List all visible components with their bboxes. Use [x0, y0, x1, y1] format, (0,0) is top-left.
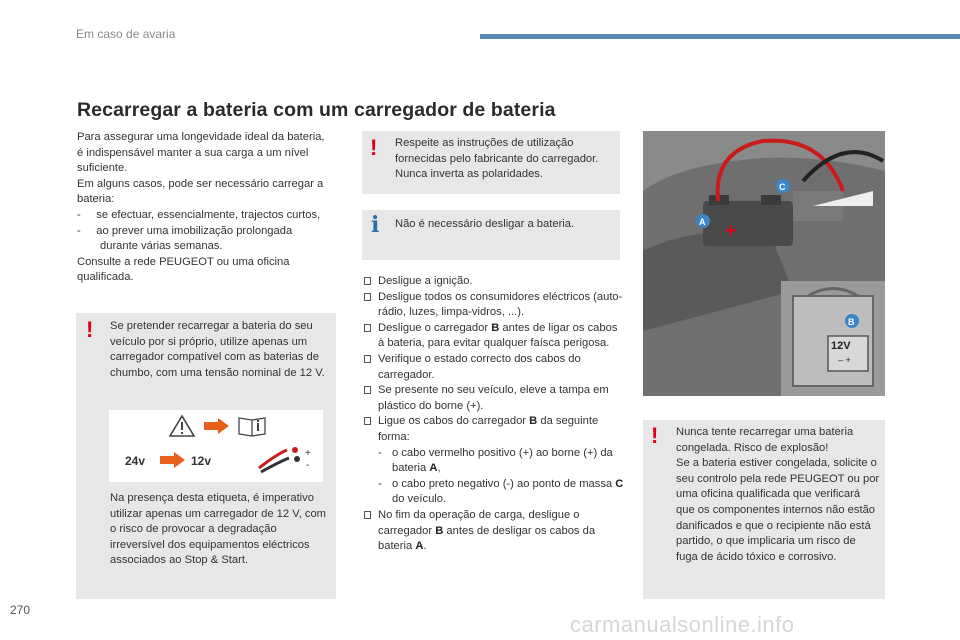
- step-item: Se presente no seu veículo, eleve a tampa em plástico do borne (+).: [364, 383, 626, 414]
- warning-text-right: [676, 425, 880, 565]
- illustration-svg: [643, 131, 885, 396]
- step-item: Desligue todos os consumidores eléctricos (auto-rádio, luzes, limpa-vidros, ...).: [364, 290, 626, 321]
- arrow-right-icon: [204, 418, 229, 434]
- intro-item-2: - ao prever uma imobilização prolongada durante várias semanas.: [77, 224, 293, 253]
- label-12v: 12v: [191, 454, 212, 468]
- charger-voltage-label: 12V: [831, 340, 851, 352]
- checkbox-icon: [364, 417, 371, 425]
- checkbox-icon: [364, 386, 371, 394]
- page-title: Recarregar a bateria com um carregador de bateria: [77, 99, 556, 121]
- checkbox-icon: [364, 355, 371, 363]
- section-header: Em caso de avaria: [76, 27, 176, 41]
- step-item: Verifique o estado correcto dos cabos do carregador.: [364, 352, 626, 383]
- svg-text:B: B: [848, 317, 855, 327]
- warning-icon: !: [86, 317, 94, 342]
- warning-text-middle: Respeite as instruções de utilização fornecidas pelo fabricante do carregador. Nunca inverta as polaridades.: [395, 137, 599, 181]
- warning-right-p2: Se a bateria estiver congelada, solicite o seu controlo pela rede PEUGEOT ou por uma oficina qualificada que verificará que os componentes internos não estão danificados e que o recipiente não está partido, o que implicaria um risco de fuga de ácido tóxico e corrosivo.: [676, 457, 880, 563]
- label-illustration: [109, 410, 323, 482]
- checkbox-icon: [364, 293, 371, 301]
- step-item: Desligue a ignição.: [364, 274, 626, 290]
- warning-right-p1: Nunca tente recarregar uma bateria congelada. Risco de explosão!: [676, 426, 854, 454]
- warning-icon: !: [370, 135, 378, 160]
- intro-paragraph-1: Para assegurar uma longevidade ideal da bateria, é indispensável manter a sua carga a um nível suficiente.: [77, 131, 325, 175]
- intro-item-1: - se efectuar, essencialmente, trajectos curtos,: [77, 208, 321, 221]
- checkbox-icon: [364, 277, 371, 285]
- checkbox-icon: [364, 324, 371, 332]
- checkbox-icon: [364, 511, 371, 519]
- plus-symbol: +: [305, 448, 311, 459]
- manual-book-icon: [239, 418, 265, 436]
- warning-box-left: [76, 313, 336, 599]
- warning-text-left: Se pretender recarregar a bateria do seu veículo por si próprio, utilize apenas um carregador compatível com as baterias de chumbo, com uma tensão nominal de 12 V.: [110, 320, 325, 379]
- svg-text:C: C: [779, 182, 786, 192]
- svg-text:– +: – +: [838, 355, 851, 365]
- step-item: No fim da operação de carga, desligue o carregador B antes de desligar os cabos da bateria A.: [364, 508, 626, 555]
- intro-text: [77, 130, 327, 286]
- jumper-clamp-icon: [259, 447, 300, 472]
- info-icon: i: [371, 212, 380, 238]
- car-battery: [703, 201, 793, 246]
- svg-text:A: A: [699, 217, 706, 227]
- info-box-middle: [362, 210, 620, 260]
- steps-list: [364, 274, 626, 555]
- warning-triangle-icon: [170, 416, 194, 436]
- minus-symbol: -: [306, 460, 310, 471]
- label-24v: 24v: [125, 454, 146, 468]
- intro-paragraph-3: Consulte a rede PEUGEOT ou uma oficina qualificada.: [77, 255, 290, 284]
- label-explanation: Na presença desta etiqueta, é imperativo utilizar apenas um carregador de 12 V, com o risco de provocar a degradação irreversível dos equipamentos eléctricos associados ao Stop & Start.: [110, 492, 326, 567]
- label-illustration-svg: [109, 410, 323, 482]
- battery-charging-illustration: [643, 131, 885, 396]
- plus-terminal-symbol: +: [725, 220, 737, 242]
- warning-box-middle: [362, 131, 620, 194]
- step-item: Ligue os cabos do carregador B da seguinte forma:: [364, 414, 626, 445]
- warning-box-right: [643, 420, 885, 599]
- step-item: Desligue o carregador B antes de ligar os cabos à bateria, para evitar qualquer faísca perigosa.: [364, 321, 626, 352]
- sub-step-item: - o cabo preto negativo (-) ao ponto de massa C do veículo.: [378, 477, 624, 506]
- intro-paragraph-2: Em alguns casos, pode ser necessário carregar a bateria:: [77, 177, 324, 206]
- page-number: 270: [10, 603, 31, 617]
- warning-icon: !: [651, 423, 659, 448]
- header-accent-bar: [480, 34, 960, 39]
- sub-step-item: - o cabo vermelho positivo (+) ao borne (+) da bateria A,: [378, 446, 613, 475]
- arrow-right-icon-2: [160, 452, 185, 468]
- watermark: carmanualsonline.info: [570, 612, 795, 637]
- info-text-middle: Não é necessário desligar a bateria.: [395, 218, 575, 230]
